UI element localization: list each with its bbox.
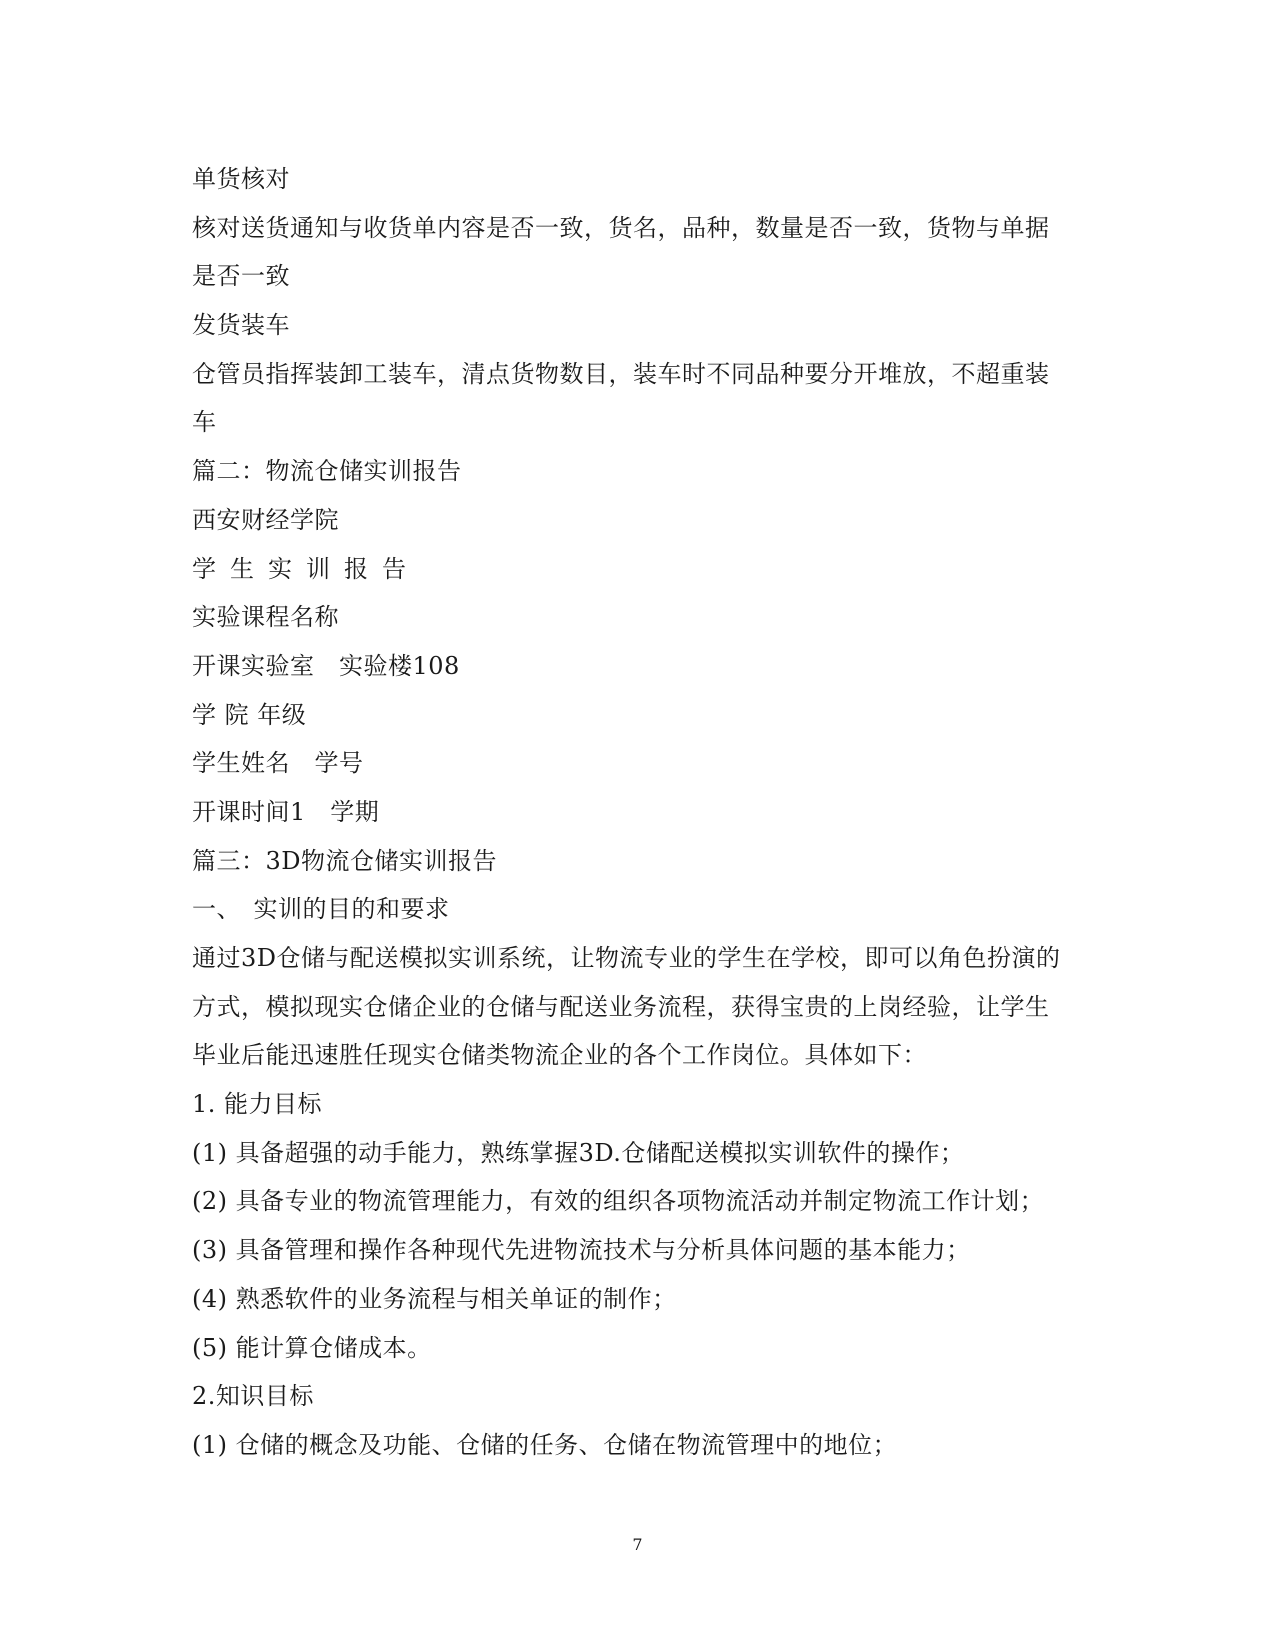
text-line: 是否一致 bbox=[192, 262, 290, 291]
text-line: 方式，模拟现实仓储企业的仓储与配送业务流程，获得宝贵的上岗经验，让学生 bbox=[192, 992, 1050, 1021]
text-line: 毕业后能迅速胜任现实仓储类物流企业的各个工作岗位。具体如下： bbox=[192, 1041, 927, 1070]
list-item: (4) 熟悉软件的业务流程与相关单证的制作； bbox=[192, 1284, 677, 1313]
document-body bbox=[192, 155, 1082, 1470]
section-heading: 篇三：3D物流仓储实训报告 bbox=[192, 846, 498, 875]
text-line: 核对送货通知与收货单内容是否一致，货名，品种，数量是否一致，货物与单据 bbox=[192, 213, 1050, 242]
text-line: 2.知识目标 bbox=[192, 1382, 314, 1411]
text-line: 单货核对 bbox=[192, 165, 290, 193]
text-line: 学 院 年级 bbox=[192, 700, 307, 729]
text-line: 仓管员指挥装卸工装车，清点货物数目，装车时不同品种要分开堆放，不超重装 bbox=[192, 359, 1050, 388]
text-line: 车 bbox=[192, 408, 217, 437]
text-line: 开课实验室 实验楼108 bbox=[192, 651, 460, 680]
page-number: 7 bbox=[632, 1535, 643, 1554]
list-item: (5) 能计算仓储成本。 bbox=[192, 1333, 432, 1362]
text-line: 西安财经学院 bbox=[192, 505, 339, 534]
list-item: (3) 具备管理和操作各种现代先进物流技术与分析具体问题的基本能力； bbox=[192, 1236, 971, 1265]
text-line: 开课时间1 学期 bbox=[192, 797, 380, 826]
report-title: 学生实训报告 bbox=[192, 554, 420, 583]
text-line: 1. 能力目标 bbox=[192, 1090, 323, 1119]
text-line: 通过3D仓储与配送模拟实训系统，让物流专业的学生在学校，即可以角色扮演的 bbox=[192, 944, 1061, 972]
text-line: 发货装车 bbox=[192, 311, 290, 340]
section-heading: 篇二：物流仓储实训报告 bbox=[192, 457, 462, 486]
text-line: 一、 实训的目的和要求 bbox=[192, 895, 450, 924]
list-item: (2) 具备专业的物流管理能力，有效的组织各项物流活动并制定物流工作计划； bbox=[192, 1187, 1045, 1216]
list-item: (1) 仓储的概念及功能、仓储的任务、仓储在物流管理中的地位； bbox=[192, 1430, 898, 1459]
list-item: (1) 具备超强的动手能力，熟练掌握3D.仓储配送模拟实训软件的操作； bbox=[192, 1138, 965, 1167]
text-line: 实验课程名称 bbox=[192, 603, 339, 632]
text-line: 学生姓名 学号 bbox=[192, 749, 364, 778]
